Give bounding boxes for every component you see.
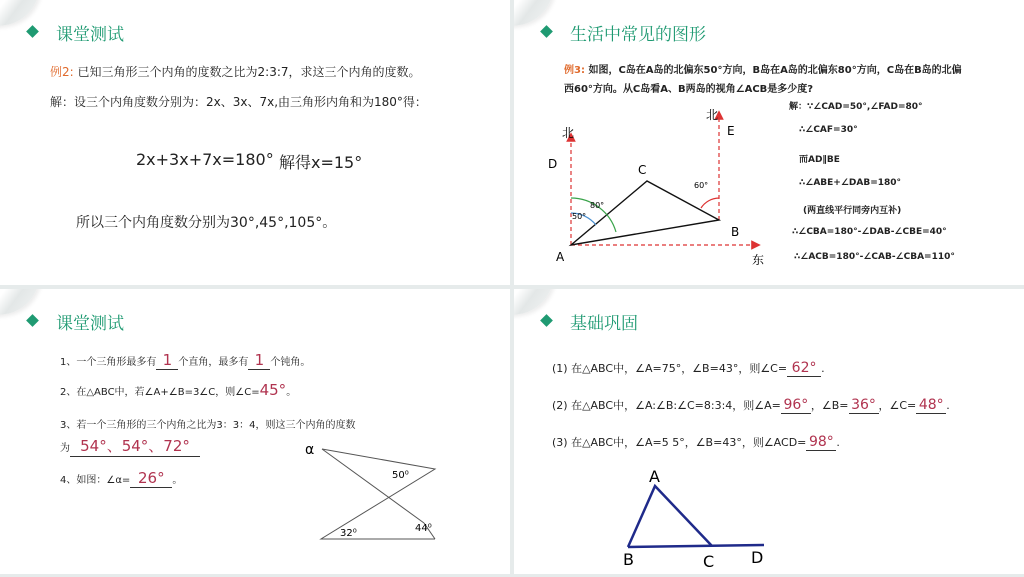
q3-text: 为 [60,443,70,454]
exercise-3 [552,434,840,451]
ex3-text: (3) 在△ABC中，∠A=5 5°，∠B=43°，则∠ACD= [552,436,807,449]
east-label: 东 [752,253,765,267]
solution-step-4: ∴∠ABE+∠DAB=180° [799,178,902,188]
slide-title: 生活中常见的图形 [570,25,706,45]
base-line-bd [628,545,764,547]
solution-step-5: (两直线平行同旁内互补) [803,206,902,216]
example-2 [50,63,421,80]
island-diagram [514,95,794,275]
q1-text: 个直角，最多有 [178,357,249,368]
angle-50-label: 50⁰ [392,470,409,481]
ex2-text: ，∠C= [878,399,917,412]
north-label: 北 [706,108,719,122]
q3-answer: 54°、54°、72° [80,437,190,455]
slide-title: 课堂测试 [56,25,124,45]
solution-step-1: 解：∵∠CAD=50°,∠FAD=80° [789,102,923,112]
ex2-text: (2) 在△ABC中，∠A:∠B:∠C=8:3:4，则∠A= [552,399,781,412]
ex1-answer: 62° [791,360,817,376]
ex1-text: . [821,362,825,375]
angle-60-arc [701,198,719,208]
slide-1 [0,0,510,285]
diamond-bullet-icon [26,25,39,38]
label-d: D [751,548,764,567]
angle-32-label: 32⁰ [340,528,357,539]
angle-44-label: 44⁰ [415,523,432,534]
ex2-answer-a: 96° [783,397,809,413]
page-curl-decoration [514,289,559,317]
q1-text: 1、一个三角形最多有 [60,357,157,368]
q1-text: 个钝角。 [270,357,311,368]
page-curl-decoration [0,0,45,28]
q2-text: 2、在△ABC中，若∠A+∠B=3∠C，则∠C= [60,387,260,398]
label-b: B [623,550,634,569]
solution-step-2: ∴∠CAF=30° [799,125,858,135]
angle-60-label: 60° [694,181,709,190]
label-c: C [638,163,647,177]
triangle-abc [628,486,712,547]
triangle-abc [571,181,719,245]
label-c: C [703,552,715,571]
label-e: E [727,124,735,138]
angle-80-label: 80° [590,201,605,210]
example-text: 已知三角形三个内角的度数之比为2:3:7，求这三个内角的度数。 [77,65,421,79]
angle-50-label: 50° [572,212,587,221]
problem-line-1 [564,61,962,76]
conclusion: 所以三个内角度数分别为30°,45°,105°。 [76,215,337,231]
ex3-text: . [836,436,840,449]
question-1 [60,351,310,370]
q2-text: 。 [286,387,297,398]
ex1-text: (1) 在△ABC中，∠A=75°，∠B=43°，则∠C= [552,362,788,375]
equation-result: 解得x=15° [279,153,363,172]
solution-step-7: ∴∠ACB=180°-∠CAB-∠CBA=110° [794,252,955,262]
slide-3 [0,289,510,574]
label-d: D [548,157,558,171]
ex2-text: ，∠B= [810,399,849,412]
q2-answer: 45° [259,381,287,399]
label-a: A [556,250,565,264]
question-2 [60,381,296,399]
page-curl-decoration [0,289,45,317]
example-label: 例2: [50,65,74,79]
problem-text: 如图，C岛在A岛的北偏东50°方向，B岛在A岛的北偏东80°方向，C岛在B岛的北偏 [588,65,962,76]
ex2-answer-c: 48° [918,397,944,413]
diamond-bullet-icon [540,314,553,327]
equation: 2x+3x+7x=180° [136,150,274,169]
slide-2 [514,0,1024,285]
solution-step-3: 而AD∥BE [799,155,840,165]
solution-text: 解：设三个内角度数分别为：2x、3x、7x,由三角形内角和为180°得： [50,95,427,109]
q4-text: 4、如图：∠α= [60,475,131,486]
crossing-line [322,449,424,523]
q1-answer-2: 1 [254,351,265,369]
slide-title: 基础巩固 [570,314,638,334]
q1-answer-1: 1 [162,351,173,369]
exercise-1 [552,360,825,377]
question-4 [60,469,182,488]
crossed-triangles-figure [295,437,445,547]
triangle-exterior-angle-figure [614,464,784,572]
example-label: 例3: [564,65,585,76]
diamond-bullet-icon [26,314,39,327]
alpha-label: α [305,442,315,458]
ex2-answer-b: 36° [851,397,876,413]
ex3-answer: 98° [808,434,834,450]
question-3-line-2 [60,435,200,457]
q4-answer: 26° [138,469,165,487]
solution-step-6: ∴∠CBA=180°-∠DAB-∠CBE=40° [792,227,947,237]
page-curl-decoration [514,0,559,28]
slide-4 [514,289,1024,574]
q4-text: 。 [172,475,183,486]
diamond-bullet-icon [540,25,553,38]
slide-title: 课堂测试 [56,314,124,334]
question-3-line-1: 3、若一个三角形的三个内角之比为3：3：4，则这三个内角的度数 [60,420,356,431]
problem-line-2: 西60°方向。从C岛看A、B两岛的视角∠ACB是多少度? [564,84,814,95]
ex2-text: . [946,399,950,412]
label-b: B [731,225,740,239]
north-label: 北 [562,126,575,140]
exercise-2 [552,397,950,414]
label-a: A [649,467,660,486]
